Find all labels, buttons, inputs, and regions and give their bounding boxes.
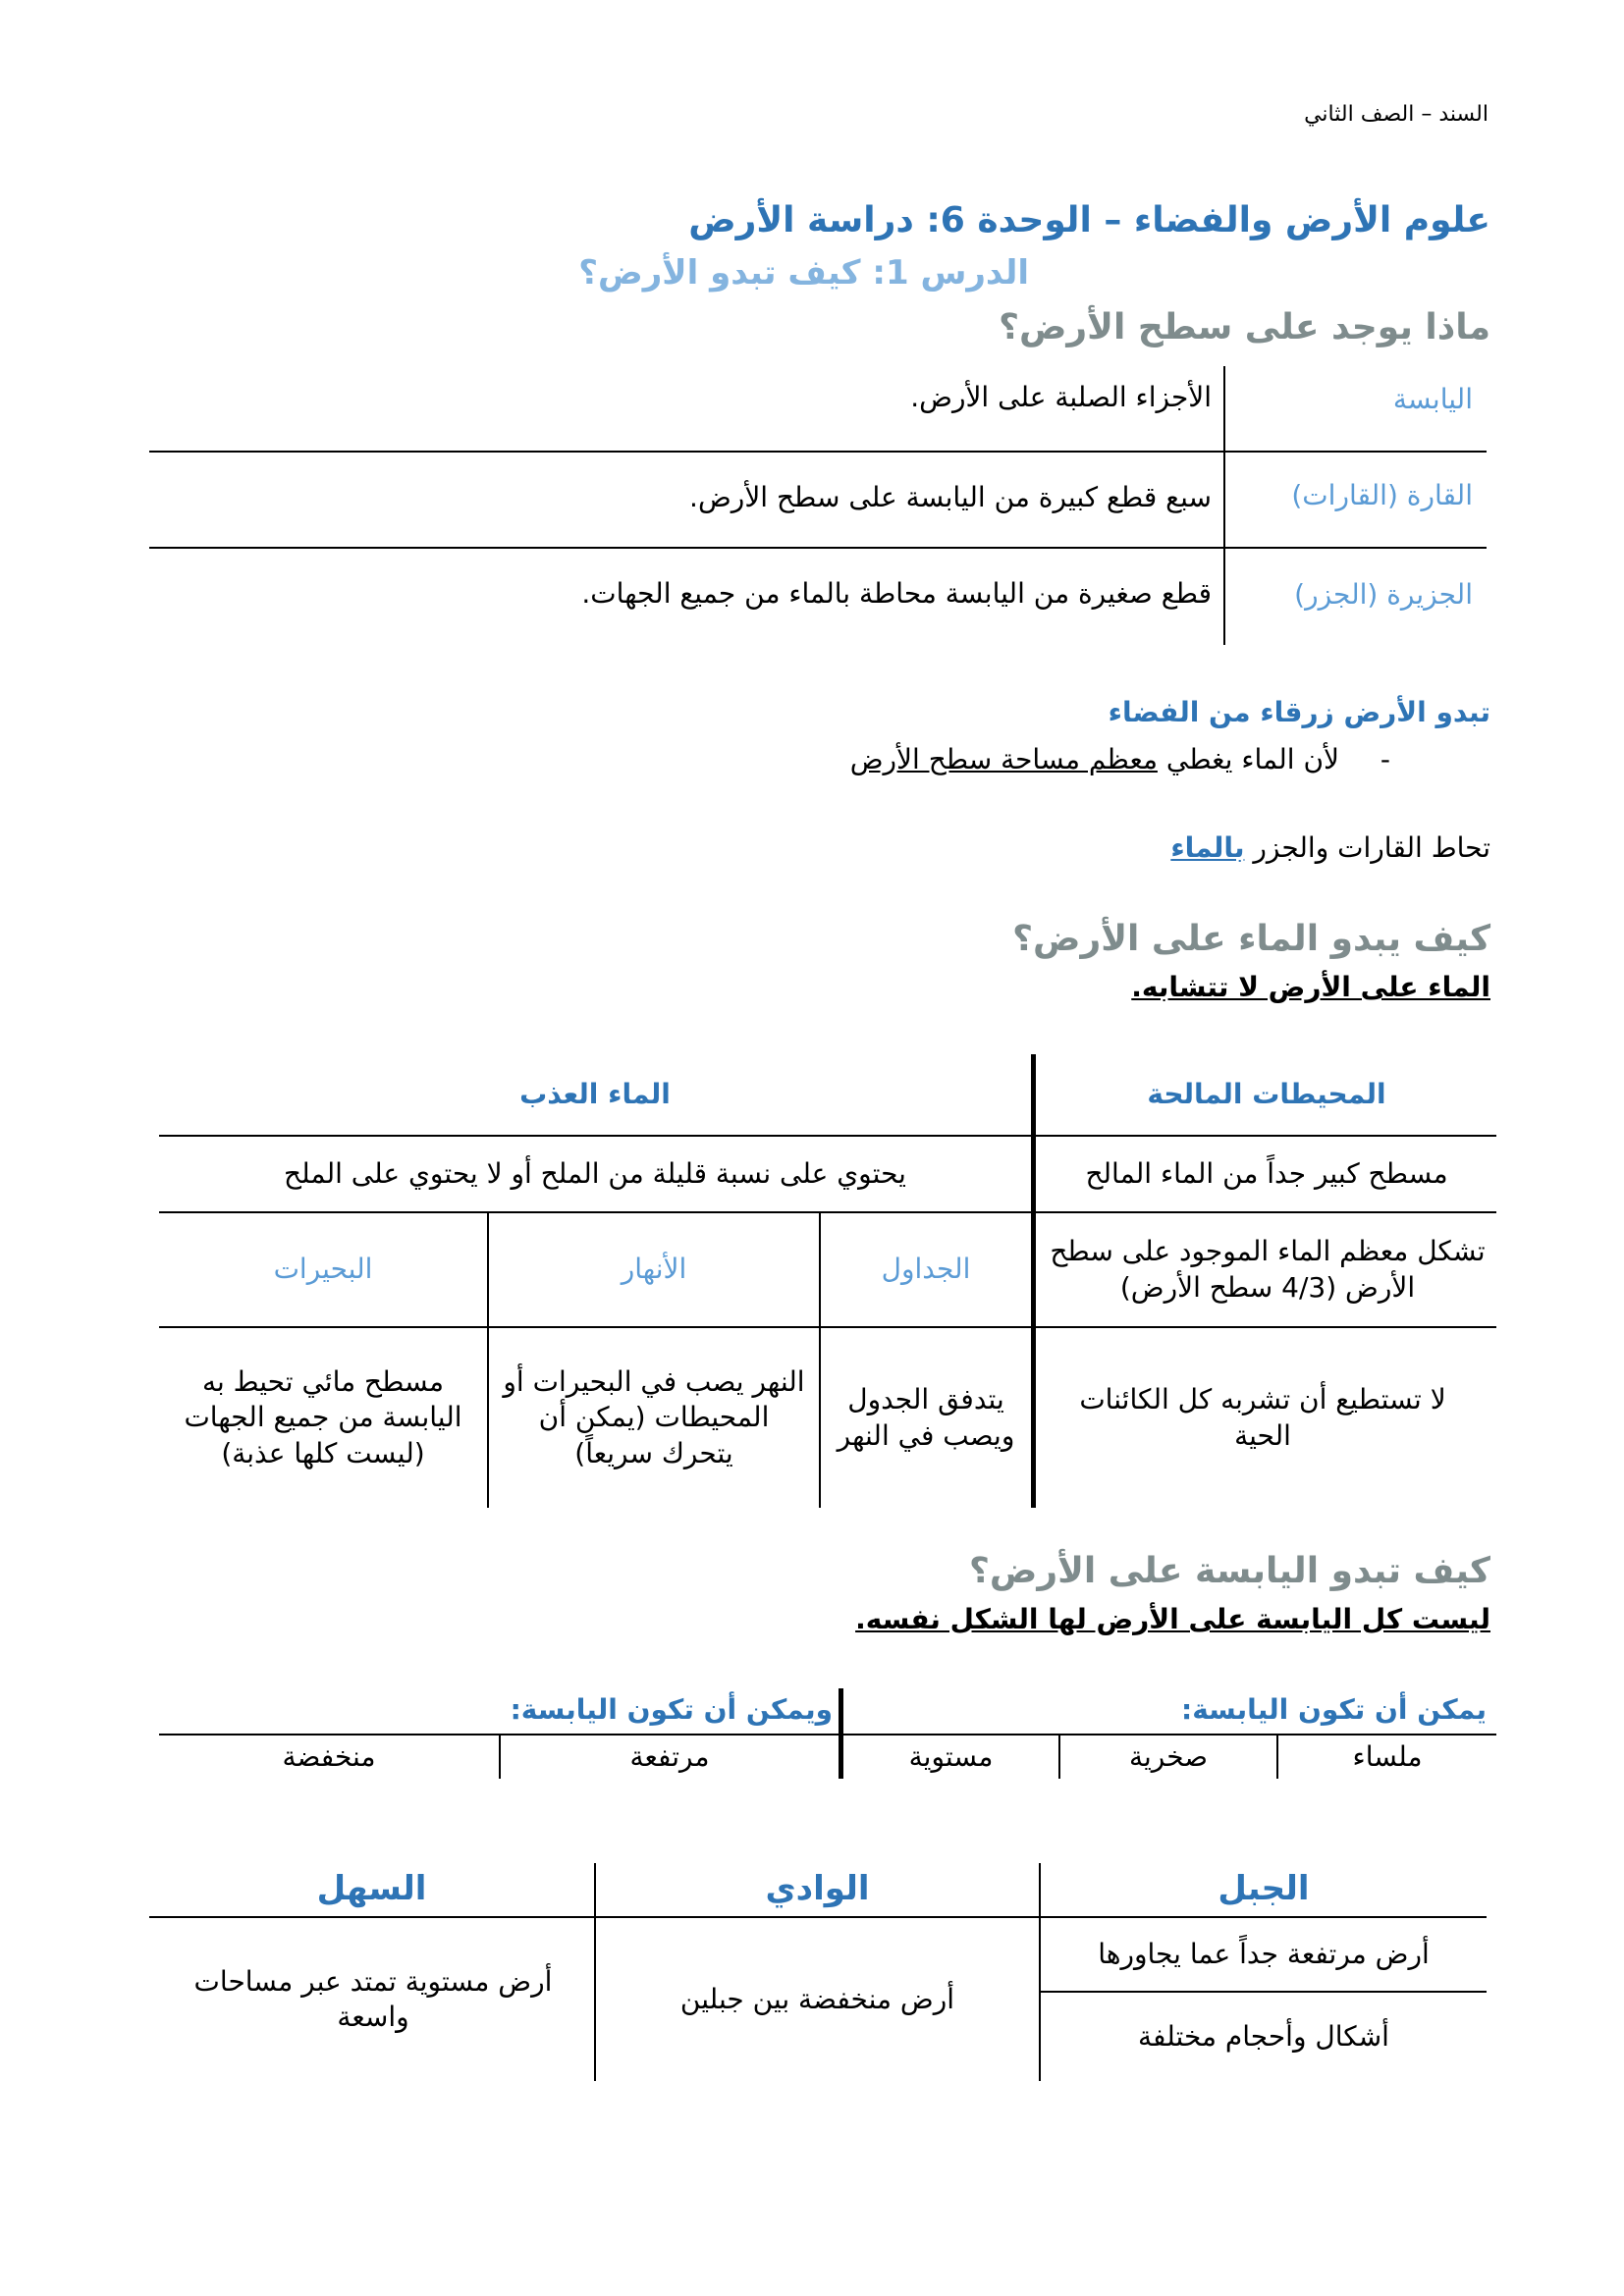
water-table-main-divider: [1031, 1054, 1036, 1508]
section1-row-line: [149, 547, 1487, 549]
section1-heading: ماذا يوجد على سطح الأرض؟: [999, 307, 1490, 347]
surround-text: [1170, 831, 1490, 864]
section3-subheading: الماء على الأرض لا تتشابه.: [1131, 971, 1490, 1003]
class-label: السند – الصف الثاني: [1304, 102, 1489, 127]
oceans-desc-1: مسطح كبير جداً من الماء المالح: [1085, 1156, 1448, 1190]
section1-row-line: [149, 451, 1487, 453]
term-land: اليابسة: [1392, 383, 1473, 415]
surround-prefix: تحاط القارات والجزر: [1244, 831, 1490, 864]
bullet-text: [850, 743, 1339, 775]
section3-heading: كيف يبدو الماء على الأرض؟: [1012, 919, 1490, 959]
plain-desc: أرض مستوية تمتد عبر مساحات واسعة: [193, 1964, 553, 2033]
streams-title: الجداول: [881, 1253, 971, 1286]
valley-desc: أرض منخفضة بين جبلين: [679, 1982, 955, 2015]
rivers-title: الأنهار: [621, 1253, 687, 1286]
section4-subheading: ليست كل اليابسة على الأرض لها الشكل نفسه.: [855, 1603, 1490, 1635]
section4-heading: كيف تبدو اليابسة على الأرض؟: [969, 1551, 1490, 1591]
oceans-desc-3: لا تستطيع أن تشربه كل الكائنات الحية: [1079, 1383, 1446, 1452]
bullet-dash: -: [1380, 743, 1390, 775]
mountain-title: الجبل: [1218, 1868, 1310, 1908]
plain-title: السهل: [316, 1868, 427, 1908]
mountain-desc-2: أشكال وأحجام مختلفة: [1138, 2019, 1389, 2053]
fresh-desc-1: يحتوي على نسبة قليلة من الملح أو لا يحتوي على الملح: [284, 1156, 906, 1190]
can-be-label: يمكن أن تكون اليابسة:: [1181, 1693, 1487, 1726]
mountain-desc-1: أرض مرتفعة جداً عما يجاورها: [1098, 1937, 1430, 1970]
lakes-title: البحيرات: [273, 1253, 373, 1286]
landtype-flat: مستوية: [908, 1739, 994, 1773]
section2-heading: تبدو الأرض زرقاء من الفضاء: [1108, 696, 1490, 728]
bullet-underlined: معظم مساحة سطح الأرض: [849, 743, 1158, 775]
streams-desc: يتدفق الجدول ويصب في النهر: [837, 1383, 1015, 1452]
unit-title: علوم الأرض والفضاء – الوحدة 6: دراسة الأرض: [688, 200, 1490, 240]
landtype-high: مرتفعة: [629, 1739, 710, 1773]
surround-highlight: بالماء: [1170, 831, 1245, 864]
term-island: الجزيرة (الجزر): [1294, 578, 1473, 611]
definition-continent: سبع قطع كبيرة من اليابسة على سطح الأرض.: [689, 481, 1212, 513]
rivers-desc: النهر يصب في البحيرات أو المحيطات (يمكن أن يتحرك سريعاً): [503, 1364, 805, 1469]
landtype-rocky: صخرية: [1128, 1739, 1209, 1773]
landtype-low: منخفضة: [282, 1739, 376, 1773]
term-continent: القارة (القارات): [1291, 479, 1473, 511]
lesson-title: الدرس 1: كيف تبدو الأرض؟: [578, 253, 1029, 293]
definition-island: قطع صغيرة من اليابسة محاطة بالماء من جميع الجهات.: [581, 577, 1212, 610]
lakes-desc: مسطح مائي تحيط به اليابسة من جميع الجهات (ليست كلها عذبة): [184, 1364, 462, 1469]
oceans-desc-2: تشكل معظم الماء الموجود على سطح الأرض (4/3 سطح الأرض): [1050, 1235, 1486, 1304]
can-also-label: ويمكن أن تكون اليابسة:: [510, 1693, 833, 1726]
valley-title: الوادي: [765, 1868, 870, 1908]
oceans-title: المحيطات المالحة: [1147, 1077, 1386, 1110]
definition-land: الأجزاء الصلبة على الأرض.: [910, 381, 1212, 413]
landtype-smooth: ملساء: [1352, 1739, 1423, 1773]
section1-table-divider: [1223, 366, 1225, 645]
bullet-prefix: لأن الماء يغطي: [1157, 743, 1339, 775]
fresh-water-title: الماء العذب: [519, 1077, 671, 1110]
